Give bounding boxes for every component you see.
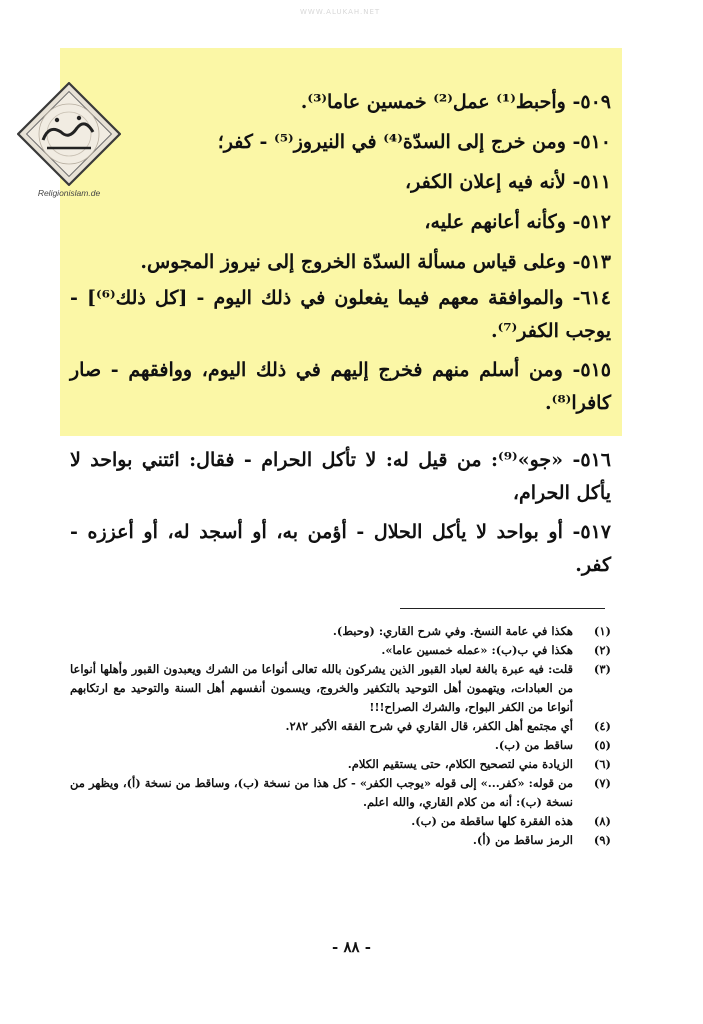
footnote	[70, 660, 611, 717]
entry-514: ٦١٤- والموافقة معهم فيما يفعلون في ذلك اليوم - [كل ذلك⁽⁶⁾] - يوجب الكفر⁽⁷⁾.	[70, 287, 611, 342]
footnote-text: هكذا في عامة النسخ. وفي شرح القاري: (وحبط).	[332, 624, 573, 638]
footnote	[70, 641, 611, 660]
footnote-number: (٦)	[593, 757, 611, 771]
footnote	[70, 774, 611, 812]
entry-512: ٥١٢- وكأنه أعانهم عليه،	[424, 211, 611, 233]
footnote-number: (٢)	[593, 643, 611, 657]
footnotes	[70, 622, 611, 850]
footnote-text: من قوله: «كفر...» إلى قوله «يوجب الكفر» - كل هذا من نسخة (ب)، وساقط من نسخة (أ)، ويظهر من نسخة (ب): أنه من كلام القاري، والله اعلم.	[70, 776, 573, 809]
entry-510: ٥١٠- ومن خرج إلى السدّة⁽⁴⁾ في النيروز⁽⁵⁾ - كفر؛	[217, 131, 611, 153]
footnote-text: أي مجتمع أهل الكفر، قال القاري في شرح الفقه الأكبر ٢٨٢.	[285, 719, 573, 733]
entry-511: ٥١١- لأنه فيه إعلان الكفر،	[405, 171, 611, 193]
footnote-separator	[400, 608, 605, 609]
footnote-text: قلت: فيه عبرة بالغة لعباد القبور الذين يشركون بالله تعالى أنواعا من الشرك ويعبدون القبور وأهلها أنواعا من العبادات، ويتهمون أهل التوحيد بالتكفير والخروج، ويسمون أنفسهم أهل السنة والتوحيد مع ارتكابهم أنواعا من الكفر البواح، والشرك الصراح!!!	[70, 662, 573, 714]
footnote-number: (٤)	[593, 719, 611, 733]
entry-509: ٥٠٩- وأحبط⁽¹⁾ عمل⁽²⁾ خمسين عاما⁽³⁾.	[300, 91, 611, 113]
footnote	[70, 755, 611, 774]
footnote-text: هذه الفقرة كلها ساقطة من (ب).	[411, 814, 573, 828]
footnote-text: ساقط من (ب).	[494, 738, 573, 752]
entry-513: ٥١٣- وعلى قياس مسألة السدّة الخروج إلى نيروز المجوس.	[140, 251, 611, 273]
footnote-number: (٥)	[593, 738, 611, 752]
entry-515: ٥١٥- ومن أسلم منهم فخرج إليهم في ذلك اليوم، ووافقهم - صار كافرا⁽⁸⁾.	[70, 359, 611, 414]
footnote-number: (١)	[593, 624, 611, 638]
footnote	[70, 831, 611, 850]
page-number: - ٨٨ -	[331, 938, 372, 956]
footnote-text: هكذا في ب(ب): «عمله خمسين عاما».	[381, 643, 573, 657]
highlighted-entries	[70, 82, 611, 426]
footnote	[70, 622, 611, 641]
footnote-number: (٧)	[593, 776, 611, 790]
entry-516: ٥١٦- «جو»⁽⁹⁾: من قيل له: لا تأكل الحرام - فقال: ائتني بواحد لا يأكل الحرام،	[70, 449, 611, 504]
footnote-text: الزيادة مني لتصحيح الكلام، حتى يستقيم الكلام.	[347, 757, 573, 771]
lower-entries	[70, 444, 611, 588]
entry-517: ٥١٧- أو بواحد لا يأكل الحلال - أؤمن به، أو أسجد له، أو أعززه - كفر.	[70, 521, 611, 576]
brand-caption: Religionislam.de	[37, 188, 101, 198]
footnote-number: (٩)	[593, 833, 611, 847]
top-watermark: WWW.ALUKAH.NET	[300, 8, 381, 16]
footnote	[70, 717, 611, 736]
footnote-text: الرمز ساقط من (أ).	[472, 833, 573, 847]
footnote	[70, 736, 611, 755]
footnote-number: (٨)	[593, 814, 611, 828]
footnote	[70, 812, 611, 831]
footnote-number: (٣)	[593, 662, 611, 676]
